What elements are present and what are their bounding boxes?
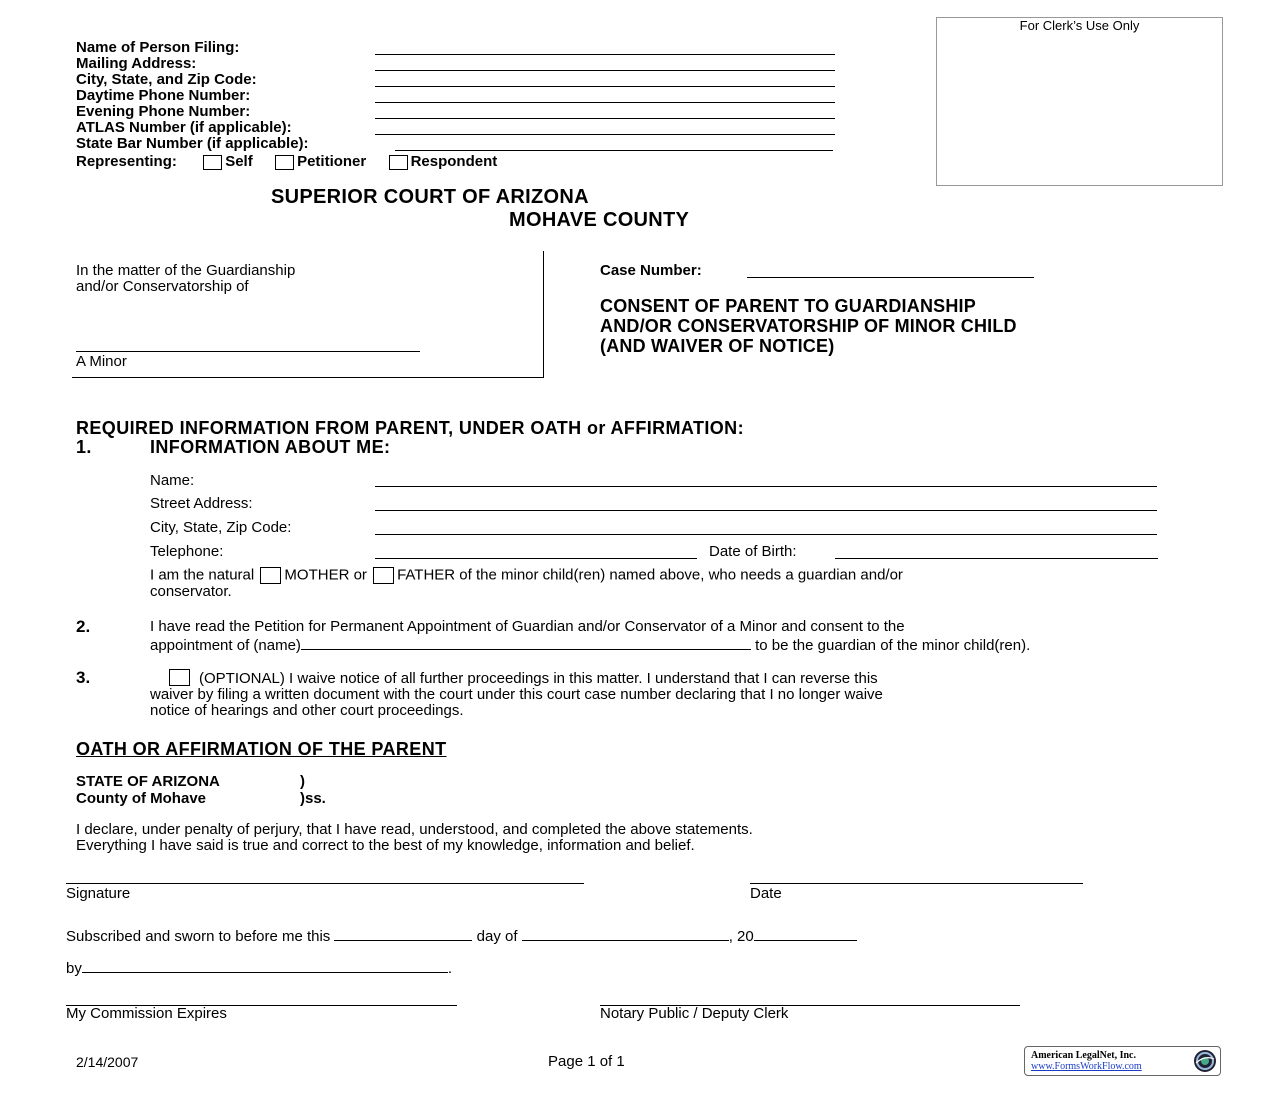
mailing-address-label: Mailing Address: bbox=[76, 55, 197, 72]
county-ss: )ss. bbox=[300, 790, 326, 807]
item1-heading: INFORMATION ABOUT ME: bbox=[150, 437, 391, 457]
item3-line1: (OPTIONAL) I waive notice of all further proceedings in this matter. I understand that I can reverse this bbox=[199, 670, 878, 687]
me-telephone-label: Telephone: bbox=[150, 543, 224, 560]
representing-row bbox=[76, 154, 497, 170]
item2-number: 2. bbox=[76, 617, 91, 636]
subscribed-day-label: day of bbox=[476, 928, 518, 945]
item2-line2 bbox=[150, 635, 1030, 654]
mother-label: MOTHER or bbox=[284, 566, 367, 584]
caption-divider bbox=[543, 251, 544, 377]
daytime-phone-label: Daytime Phone Number: bbox=[76, 87, 251, 104]
case-number-label: Case Number: bbox=[600, 262, 702, 279]
subscribed-year-label: , 20 bbox=[728, 928, 754, 945]
filer-name-label: Name of Person Filing: bbox=[76, 39, 240, 56]
form-title-line3: (AND WAIVER OF NOTICE) bbox=[600, 336, 835, 356]
state-bar-number-label: State Bar Number (if applicable): bbox=[76, 135, 309, 152]
item2-line2-post: to be the guardian of the minor child(ren). bbox=[755, 637, 1031, 654]
father-checkbox[interactable] bbox=[373, 567, 394, 584]
notary-label: Notary Public / Deputy Clerk bbox=[600, 1005, 789, 1022]
respondent-label: Respondent bbox=[410, 153, 498, 170]
subscribed-line bbox=[66, 926, 857, 945]
logo-company: American LegalNet, Inc. bbox=[1031, 1050, 1136, 1061]
petitioner-checkbox[interactable] bbox=[275, 155, 294, 170]
clerk-use-label: For Clerk’s Use Only bbox=[1019, 18, 1140, 33]
by-name-line[interactable] bbox=[82, 958, 448, 973]
logo-url[interactable]: www.FormsWorkFlow.com bbox=[1031, 1061, 1142, 1072]
item2-line2-pre: appointment of (name) bbox=[150, 637, 301, 654]
filer-name-line[interactable] bbox=[375, 54, 835, 55]
city-state-zip-label: City, State, and Zip Code: bbox=[76, 71, 257, 88]
mailing-address-line[interactable] bbox=[375, 70, 835, 71]
signature-line[interactable] bbox=[66, 883, 584, 884]
father-label: FATHER of the minor child(ren) named above, who needs a guardian and/or bbox=[397, 566, 903, 584]
declare-line2: Everything I have said is true and correct to the best of my knowledge, information and belief. bbox=[76, 837, 695, 854]
natural-parent-line bbox=[150, 567, 903, 584]
atlas-number-line[interactable] bbox=[375, 134, 835, 135]
item3-number: 3. bbox=[76, 668, 91, 687]
matter-line1: In the matter of the Guardianship bbox=[76, 262, 296, 279]
americanlegalnet-logo[interactable] bbox=[1024, 1046, 1221, 1076]
court-title-line1: SUPERIOR COURT OF ARIZONA bbox=[271, 186, 589, 208]
me-street-label: Street Address: bbox=[150, 495, 253, 512]
state-bar-number-line[interactable] bbox=[395, 150, 833, 151]
atlas-number-label: ATLAS Number (if applicable): bbox=[76, 119, 292, 136]
me-city-label: City, State, Zip Code: bbox=[150, 519, 292, 536]
me-city-line[interactable] bbox=[375, 534, 1157, 535]
signature-label: Signature bbox=[66, 885, 131, 902]
item3-line3: notice of hearings and other court proceedings. bbox=[150, 702, 464, 719]
me-dob-label: Date of Birth: bbox=[709, 543, 797, 560]
subscribed-pre: Subscribed and sworn to before me this bbox=[66, 928, 331, 945]
me-dob-line[interactable] bbox=[835, 558, 1158, 559]
item2-line1: I have read the Petition for Permanent Appointment of Guardian and/or Conservator of a Minor and consent to the bbox=[150, 618, 905, 635]
evening-phone-line[interactable] bbox=[375, 118, 835, 119]
daytime-phone-line[interactable] bbox=[375, 102, 835, 103]
minor-label: A Minor bbox=[76, 353, 127, 370]
respondent-checkbox[interactable] bbox=[389, 155, 408, 170]
subscribed-year-line[interactable] bbox=[754, 926, 857, 941]
representing-label: Representing: bbox=[76, 153, 177, 170]
declare-line1: I declare, under penalty of perjury, that I have read, understood, and completed the above statements. bbox=[76, 821, 753, 838]
by-end: . bbox=[447, 960, 453, 977]
evening-phone-label: Evening Phone Number: bbox=[76, 103, 251, 120]
required-heading: REQUIRED INFORMATION FROM PARENT, UNDER OATH or AFFIRMATION: bbox=[76, 418, 744, 438]
me-name-label: Name: bbox=[150, 472, 195, 489]
petitioner-label: Petitioner bbox=[297, 153, 367, 170]
form-title-line1: CONSENT OF PARENT TO GUARDIANSHIP bbox=[600, 296, 976, 316]
me-telephone-line[interactable] bbox=[375, 558, 697, 559]
form-title-line2: AND/OR CONSERVATORSHIP OF MINOR CHILD bbox=[600, 316, 1017, 336]
footer-date: 2/14/2007 bbox=[76, 1054, 139, 1070]
natural-line2: conservator. bbox=[150, 583, 232, 600]
me-street-line[interactable] bbox=[375, 510, 1157, 511]
minor-name-line[interactable] bbox=[76, 351, 420, 352]
item1-number: 1. bbox=[76, 437, 92, 457]
natural-pre: I am the natural bbox=[150, 566, 255, 584]
self-label: Self bbox=[225, 153, 253, 170]
self-checkbox[interactable] bbox=[203, 155, 222, 170]
matter-line2: and/or Conservatorship of bbox=[76, 278, 249, 295]
item3-line2: waiver by filing a written document with the court under this court case number declaring that I no longer waive bbox=[150, 686, 883, 703]
by-label: by bbox=[66, 960, 82, 977]
form-title bbox=[600, 296, 1017, 356]
me-name-line[interactable] bbox=[375, 486, 1157, 487]
guardian-name-line[interactable] bbox=[301, 635, 751, 650]
footer-page: Page 1 of 1 bbox=[548, 1053, 625, 1070]
county-of-mohave: County of Mohave bbox=[76, 790, 206, 807]
case-number-line[interactable] bbox=[747, 277, 1034, 278]
date-line[interactable] bbox=[750, 883, 1083, 884]
by-line bbox=[66, 958, 452, 977]
city-state-zip-line[interactable] bbox=[375, 86, 835, 87]
clerk-use-box bbox=[936, 17, 1223, 186]
caption-bottom-rule bbox=[72, 377, 544, 378]
state-of-arizona: STATE OF ARIZONA bbox=[76, 773, 220, 790]
date-label: Date bbox=[750, 885, 782, 902]
subscribed-day-line[interactable] bbox=[334, 926, 472, 941]
court-title-line2: MOHAVE COUNTY bbox=[509, 209, 690, 231]
globe-icon bbox=[1193, 1049, 1217, 1073]
subscribed-month-line[interactable] bbox=[522, 926, 729, 941]
waiver-checkbox[interactable] bbox=[169, 669, 190, 686]
state-paren: ) bbox=[300, 773, 305, 790]
oath-heading: OATH OR AFFIRMATION OF THE PARENT bbox=[76, 739, 447, 759]
commission-label: My Commission Expires bbox=[66, 1005, 227, 1022]
mother-checkbox[interactable] bbox=[260, 567, 281, 584]
